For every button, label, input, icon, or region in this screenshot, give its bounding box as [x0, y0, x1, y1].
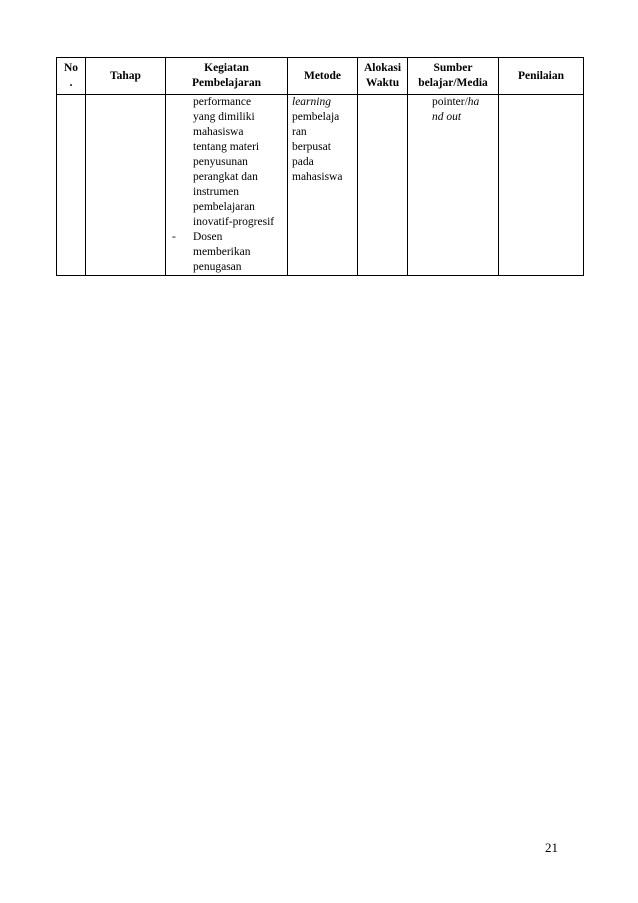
- metode-line: learning: [292, 96, 331, 108]
- cell-alokasi: [358, 95, 408, 276]
- sumber-line: pointer/ha: [432, 96, 480, 108]
- kegiatan-line: pembelajaran: [193, 201, 255, 213]
- learning-plan-table: [56, 57, 584, 276]
- header-no: No .: [57, 58, 86, 95]
- cell-metode: [288, 95, 358, 276]
- kegiatan-line: inovatif-progresif: [193, 216, 275, 228]
- metode-line: pada: [292, 156, 314, 168]
- cell-tahap: [86, 95, 166, 276]
- metode-line: berpusat: [292, 141, 331, 153]
- bullet-dash: -: [172, 231, 176, 243]
- cell-no: [57, 95, 86, 276]
- cell-kegiatan: [166, 95, 288, 276]
- kegiatan-line: performance: [193, 96, 252, 108]
- header-tahap: Tahap: [86, 58, 166, 95]
- sumber-line: nd out: [432, 111, 462, 123]
- kegiatan-line: penyusunan: [193, 156, 248, 168]
- kegiatan-line: memberikan: [193, 246, 251, 258]
- cell-sumber: [408, 95, 499, 276]
- table-row: [57, 95, 584, 276]
- metode-line: mahasiswa: [292, 171, 343, 183]
- header-penilaian: Penilaian: [499, 58, 584, 95]
- kegiatan-line: instrumen: [193, 186, 239, 198]
- kegiatan-bullet-item: - Dosen: [172, 231, 223, 243]
- metode-line: ran: [292, 126, 307, 138]
- kegiatan-line: yang dimiliki: [193, 111, 255, 123]
- table-header-row: [57, 58, 584, 95]
- kegiatan-line: tentang materi: [193, 141, 260, 153]
- kegiatan-line: penugasan: [193, 261, 242, 273]
- header-alokasi: Alokasi Waktu: [358, 58, 408, 95]
- metode-line: pembelaja: [292, 111, 340, 123]
- cell-penilaian: [499, 95, 584, 276]
- header-kegiatan: Kegiatan Pembelajaran: [166, 58, 288, 95]
- header-metode: Metode: [288, 58, 358, 95]
- page-number: 21: [545, 840, 558, 855]
- header-sumber: Sumber belajar/Media: [408, 58, 499, 95]
- kegiatan-line: mahasiswa: [193, 126, 244, 138]
- kegiatan-line: perangkat dan: [193, 171, 258, 183]
